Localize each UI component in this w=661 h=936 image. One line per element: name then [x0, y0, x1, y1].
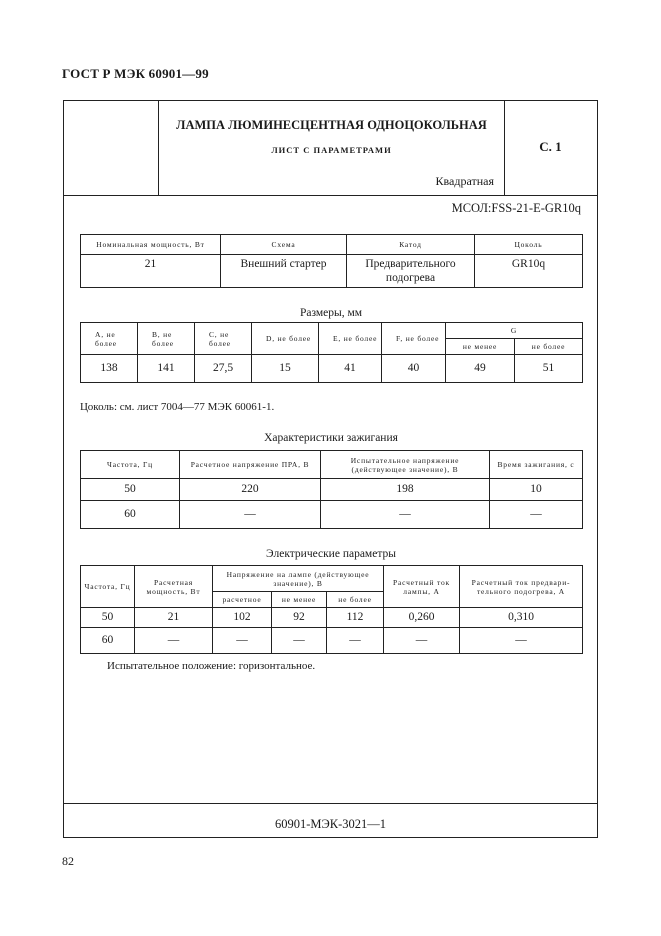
cell-cap: GR10q [475, 255, 583, 288]
document-code: ГОСТ Р МЭК 60901—99 [62, 66, 209, 81]
lamp-designation: МСОЛ:FSS-21-E-GR10q [451, 201, 581, 215]
cell-el-r2-frequency: 60 [81, 628, 135, 654]
header-el-preheat-current: Расчетный ток предвари-тельного подогрева, А [460, 566, 583, 608]
cell-el-r2-power: — [135, 628, 213, 654]
header-bottom-line [64, 195, 597, 196]
header-dim-d: D, не более [252, 323, 319, 355]
cell-dim-a: 138 [81, 355, 138, 383]
cell-el-r1-frequency: 50 [81, 608, 135, 628]
dimensions-table [80, 322, 583, 383]
cell-dim-c: 27,5 [195, 355, 252, 383]
header-ign-time: Время зажигания, с [490, 451, 583, 479]
header-el-voltage-max: не более [327, 592, 384, 608]
header-cathode: Катод [347, 235, 475, 255]
header-ign-test-voltage: Испытательное напряжение (действующее значение), В [321, 451, 490, 479]
cell-el-r1-power: 21 [135, 608, 213, 628]
cell-el-r1-voltage-min: 92 [272, 608, 327, 628]
cell-ign-r1-frequency: 50 [81, 479, 180, 501]
header-el-voltage-rated: расчетное [213, 592, 272, 608]
header-ign-frequency: Частота, Гц [81, 451, 180, 479]
sheet-number: С. 1 [539, 139, 562, 154]
electrical-caption: Электрические параметры [266, 548, 396, 560]
header-dim-c: C, не более [195, 323, 252, 355]
cell-dim-e: 41 [319, 355, 382, 383]
page-number: 82 [62, 854, 74, 868]
cell-ign-r1-time: 10 [490, 479, 583, 501]
cell-el-r2-lamp-current: — [384, 628, 460, 654]
cell-ign-r1-test: 198 [321, 479, 490, 501]
cell-cathode: Предварительного подогрева [347, 255, 475, 288]
header-dim-b: B, не более [138, 323, 195, 355]
cell-ign-r2-time: — [490, 501, 583, 529]
sheet-footer: 60901-МЭК-3021—1 [274, 817, 387, 831]
cell-dim-b: 141 [138, 355, 195, 383]
cell-scheme: Внешний стартер [221, 255, 347, 288]
lamp-shape: Квадратная [435, 174, 494, 188]
header-dim-f: F, не более [382, 323, 446, 355]
header-ign-ballast-voltage: Расчетное напряжение ПРА, В [180, 451, 321, 479]
test-position-note: Испытательное положение: горизонтальное. [107, 660, 316, 672]
cell-ign-r1-ballast: 220 [180, 479, 321, 501]
header-dim-g-min: не менее [446, 339, 515, 355]
cap-reference-note: Цоколь: см. лист 7004—77 МЭК 60061-1. [80, 401, 275, 413]
cell-el-r1-voltage-max: 112 [327, 608, 384, 628]
header-scheme: Схема [221, 235, 347, 255]
dimensions-caption: Размеры, мм [299, 307, 363, 319]
sheet-title: ЛАМПА ЛЮМИНЕСЦЕНТНАЯ ОДНОЦОКОЛЬНАЯ [176, 118, 487, 132]
header-dim-a: A, не более [81, 323, 138, 355]
header-cap: Цоколь [475, 235, 583, 255]
cell-el-r2-preheat-current: — [460, 628, 583, 654]
header-el-power: Расчетная мощность, Вт [135, 566, 213, 608]
cell-el-r1-preheat-current: 0,310 [460, 608, 583, 628]
cell-power: 21 [81, 255, 221, 288]
cell-dim-g-min: 49 [446, 355, 515, 383]
header-el-frequency: Частота, Гц [81, 566, 135, 608]
cell-dim-g-max: 51 [515, 355, 583, 383]
main-parameters-table [80, 234, 583, 288]
header-el-voltage-min: не менее [272, 592, 327, 608]
cell-dim-f: 40 [382, 355, 446, 383]
cell-ign-r2-frequency: 60 [81, 501, 180, 529]
header-power: Номинальная мощность, Вт [81, 235, 221, 255]
cell-el-r1-voltage-rated: 102 [213, 608, 272, 628]
cell-el-r2-voltage-min: — [272, 628, 327, 654]
sheet-subtitle: ЛИСТ С ПАРАМЕТРАМИ [271, 145, 392, 155]
cell-el-r2-voltage-max: — [327, 628, 384, 654]
footer-divider [64, 803, 597, 804]
cell-ign-r2-ballast: — [180, 501, 321, 529]
header-el-lamp-current: Расчетный ток лампы, А [384, 566, 460, 608]
header-el-lamp-voltage: Напряжение на лампе (действующее значение), В [213, 566, 384, 592]
cell-ign-r2-test: — [321, 501, 490, 529]
cell-dim-d: 15 [252, 355, 319, 383]
cell-el-r1-lamp-current: 0,260 [384, 608, 460, 628]
ignition-table [80, 450, 583, 529]
electrical-table [80, 565, 583, 654]
header-dim-e: E, не более [319, 323, 382, 355]
cell-el-r2-voltage-rated: — [213, 628, 272, 654]
header-dim-g: G [446, 323, 583, 339]
ignition-caption: Характеристики зажигания [264, 432, 398, 444]
header-dim-g-max: не более [515, 339, 583, 355]
